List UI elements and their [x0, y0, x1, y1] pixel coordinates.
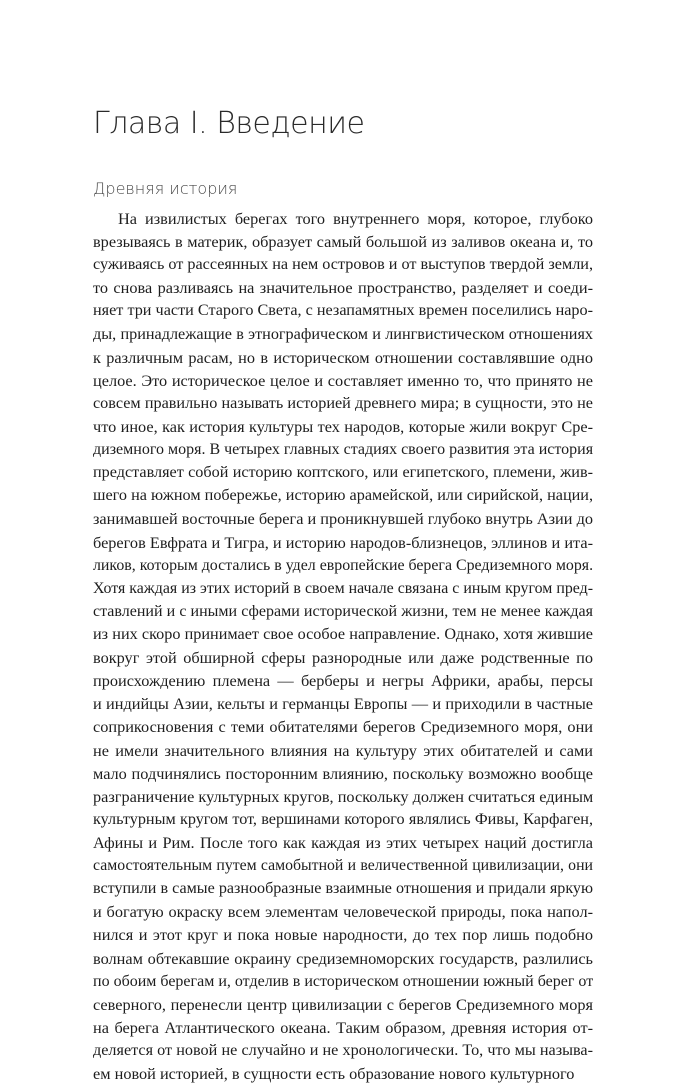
text-line: что иное, как история культуры тех народов, которые жили вокруг Сре- — [93, 416, 593, 436]
text-line: Афины и Рим. После того как каждая из этих четырех наций достигла — [93, 832, 593, 852]
text-line: на берега Атлантического океана. Таким образом, древняя история от- — [93, 1017, 593, 1037]
text-line: и индийцы Азии, кельты и германцы Европы — и приходили в частные — [93, 694, 593, 714]
text-line: совсем правильно называть историей древнего мира; в сущности, это не — [93, 393, 593, 412]
text-line: не имели значительного влияния на культуру этих обитателей и сами — [93, 740, 593, 760]
text-line: целое. Это историческое целое и составляет именно то, что принято не — [93, 370, 593, 390]
text-line: ставлений и с иными сферами исторической жизни, тем не менее каждая — [93, 602, 593, 620]
body-paragraph — [93, 207, 593, 1085]
text-line: соприкосновения с теми обитателями берегов Средиземного моря, они — [93, 717, 593, 737]
text-line: нился и этот круг и пока новые народности, до тех пор лишь подобно — [93, 925, 593, 945]
text-line: диземного моря. В четырех главных стадиях своего развития эта история — [93, 441, 593, 459]
text-line: На извилистых берегах того внутреннего моря, которое, глубоко — [118, 209, 593, 228]
text-line: по обоим берегам и, отделив в историческом отношении южный берег от — [93, 972, 593, 990]
text-line: то снова разливаясь на значительное пространство, разделяет и соеди- — [93, 278, 593, 298]
chapter-title: Глава I. Введение — [93, 106, 365, 141]
text-line: разграничение культурных кругов, поскольку должен считаться единым — [93, 786, 593, 806]
text-line: няет три части Старого Света, с незапамятных времен поселились наро- — [93, 301, 593, 320]
section-title: Древняя история — [93, 179, 238, 198]
text-line: представляет собой историю коптского, или египетского, племени, жив- — [93, 463, 593, 482]
text-line: к различным расам, но в историческом отношении составлявшие одно — [93, 347, 593, 367]
text-line: волнам обтекавшие окраину средиземноморских государств, разлились — [93, 948, 593, 968]
text-line: северного, перенесли центр цивилизации с берегов Средиземного моря — [93, 994, 593, 1014]
text-line: культурным кругом тот, вершинами которого являлись Фивы, Карфаген, — [93, 809, 593, 828]
text-line: самостоятельным путем самобытной и величественной цивилизации, они — [93, 857, 593, 875]
text-line: ды, принадлежащие в этнографическом и лингвистическом отношениях — [93, 324, 593, 343]
text-line: берегов Евфрата и Тигра, и историю народов-близнецов, эллинов и ита- — [93, 532, 593, 552]
text-line: ем новой историей, в сущности есть образование нового культурного — [93, 1064, 575, 1084]
text-line: и богатую окраску всем элементам человеческой природы, пока напол- — [93, 902, 593, 922]
text-line: ликов, которым достались в удел европейские берега Средиземного моря. — [93, 556, 593, 574]
text-line: деляется от новой не случайно и не хронологически. То, что мы называ- — [93, 1040, 593, 1059]
text-line: вступили в самые разнообразные взаимные отношения и придали яркую — [93, 880, 593, 898]
text-line: Хотя каждая из этих историй в своем начале связана с иным кругом пред- — [93, 579, 593, 597]
text-line: вокруг этой обширной сферы разнородные или даже родственные по — [93, 648, 593, 668]
text-line: занимавшей восточные берега и проникнувшей глубоко внутрь Азии до — [93, 509, 593, 529]
text-line: шего на южном побережье, историю арамейской, или сирийской, нации, — [93, 486, 593, 505]
text-line: происхождению племена — берберы и негры Африки, арабы, персы — [93, 671, 593, 691]
text-line: врезываясь в материк, образует самый большой из заливов океана и, то — [93, 232, 593, 252]
text-line: суживаясь от рассеянных на нем островов и от выступов твердой земли, — [93, 255, 593, 274]
text-line: из них скоро принимает свое особое направление. Однако, хотя жившие — [93, 624, 593, 643]
text-line: мало подчинялись посторонним влиянию, поскольку возможно вообще — [93, 763, 593, 783]
